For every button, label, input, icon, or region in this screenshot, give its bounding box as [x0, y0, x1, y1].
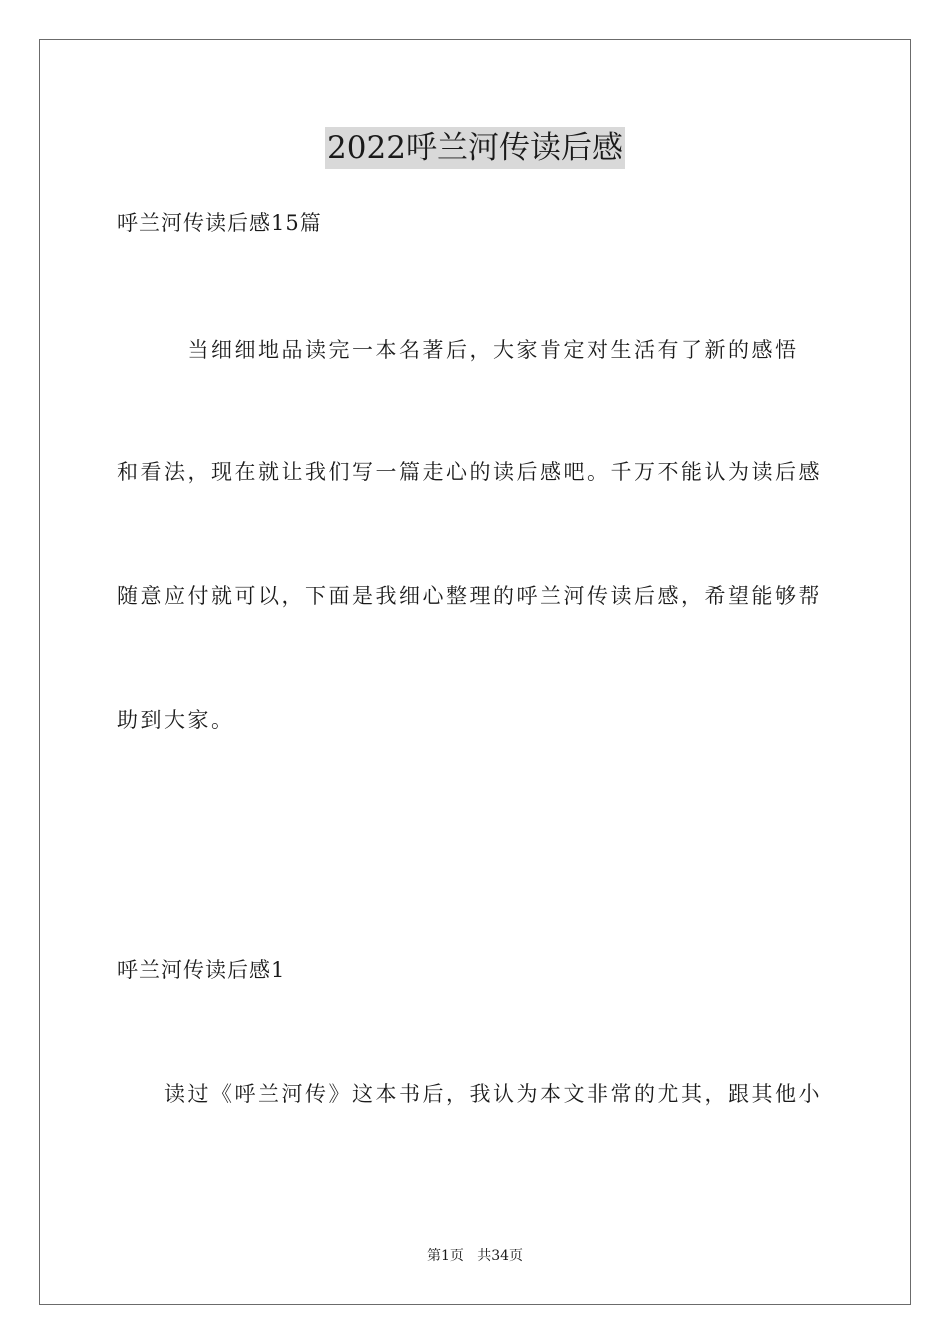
section-line-1: 读过《呼兰河传》这本书后，我认为本文非常的尤其，跟其他小 — [117, 1082, 822, 1106]
intro-line-1: 当细细地品读完一本名著后，大家肯定对生活有了新的感悟 — [117, 338, 799, 362]
document-subtitle: 呼兰河传读后感15篇 — [117, 211, 322, 235]
intro-line-2: 和看法，现在就让我们写一篇走心的读后感吧。千万不能认为读后感 — [117, 460, 822, 484]
title-container — [0, 127, 950, 169]
intro-line-4: 助到大家。 — [117, 708, 235, 732]
page-footer: 第1页 共34页 — [426, 1248, 524, 1264]
section-heading: 呼兰河传读后感1 — [117, 958, 286, 982]
intro-line-3: 随意应付就可以，下面是我细心整理的呼兰河传读后感，希望能够帮 — [117, 584, 822, 608]
document-title: 2022呼兰河传读后感 — [325, 127, 625, 169]
